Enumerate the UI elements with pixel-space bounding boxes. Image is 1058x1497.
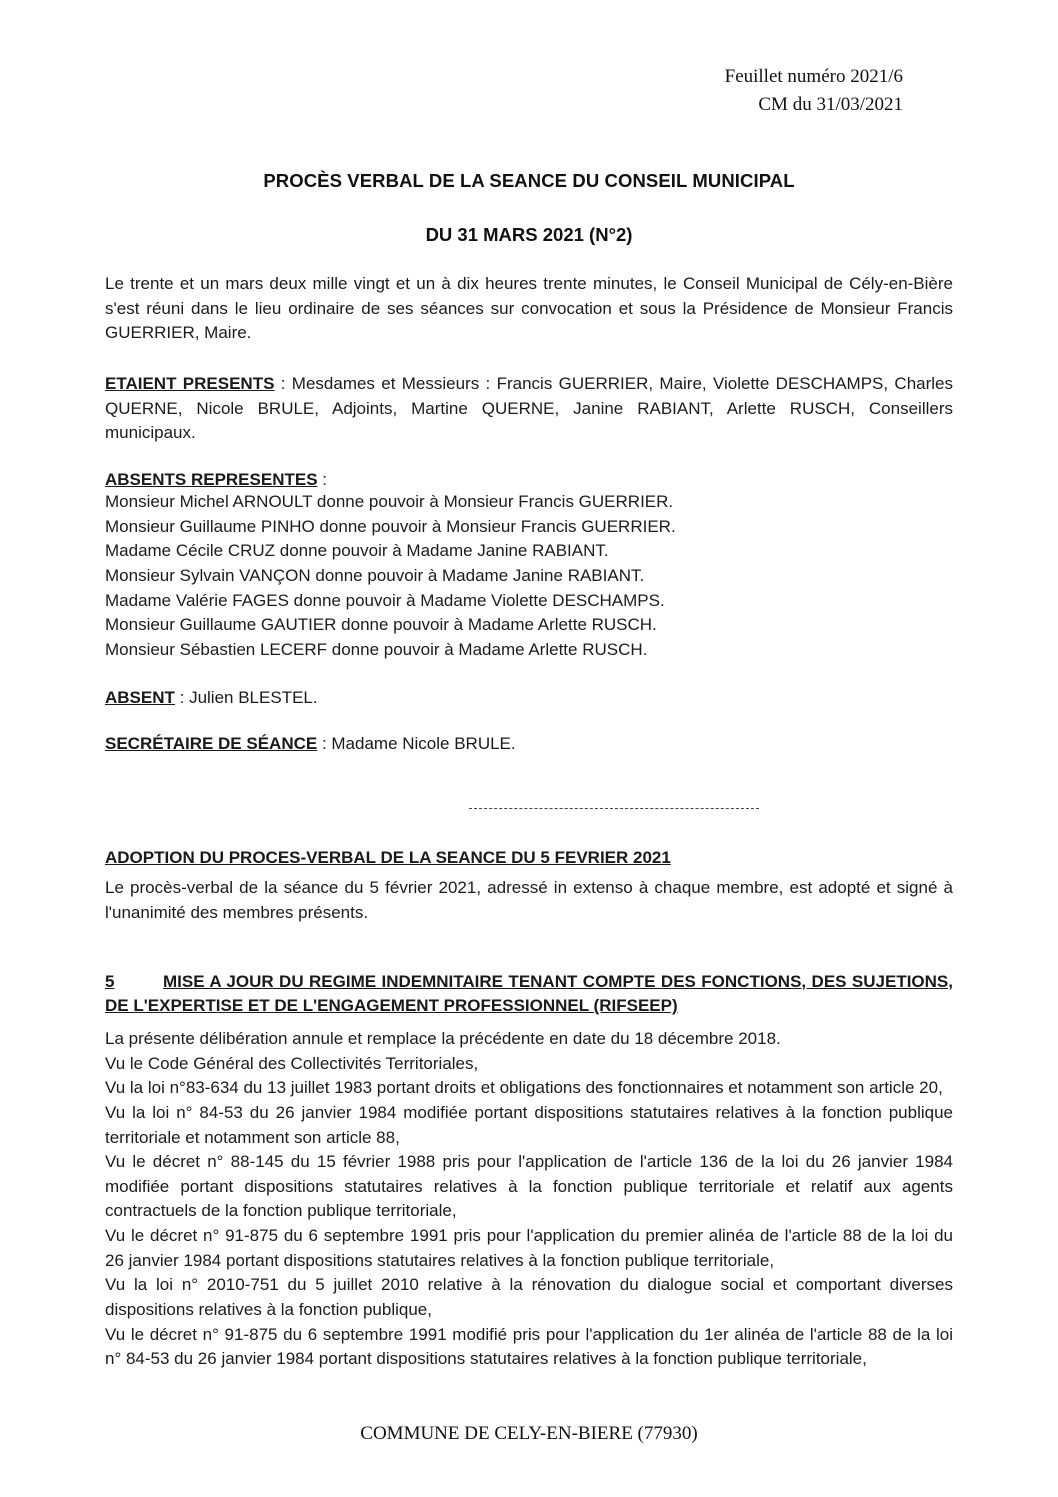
represented-list — [105, 490, 953, 662]
intro-paragraph: Le trente et un mars deux mille vingt et un à dix heures trente minutes, le Conseil Municipal de Cély-en-Bière s'est réuni dans le lieu ordinaire de ses séances sur convocation et sous la Présidence de Monsieur Francis GUERRIER, Maire. — [105, 274, 953, 343]
present-section — [105, 372, 953, 446]
list-item: Monsieur Guillaume GAUTIER donne pouvoir à Madame Arlette RUSCH. — [105, 615, 657, 635]
article-paragraph: Vu le décret n° 91-875 du 6 septembre 1991 pris pour l'application du premier alinéa de l'article 88 de la loi du 26 janvier 1984 portant dispositions statutaires relatives à la fonction publique territoriale, — [105, 1226, 953, 1270]
article-heading-text: MISE A JOUR DU REGIME INDEMNITAIRE TENANT COMPTE DES FONCTIONS, DES SUJETIONS, DE L'EXPERTISE ET DE L'ENGAGEMENT PROFESSIONNEL (RIFSEEP) — [105, 971, 953, 1016]
article-paragraph: Vu le Code Général des Collectivités Territoriales, — [105, 1053, 479, 1073]
article-paragraph: Vu le décret n° 91-875 du 6 septembre 1991 modifié pris pour l'application du 1er alinéa de l'article 88 de la loi n° 84-53 du 26 janvier 1984 portant dispositions statutaires relatives à la fonction publique territoriale, — [105, 1324, 953, 1369]
secretary-section — [105, 734, 953, 754]
page-subtitle: DU 31 MARS 2021 (N°2) — [425, 224, 633, 246]
represented-label: ABSENTS REPRESENTES — [105, 469, 318, 489]
absent-label: ABSENT — [105, 688, 175, 708]
article-paragraph: Vu le décret n° 88-145 du 15 février 1988 pris pour l'application de l'article 136 de la loi du 26 janvier 1984 modifiée portant dispositions statutaires relatives à la fonction publique territoriale et relatif aux agents contractuels de la fonction publique territoriale, — [105, 1152, 953, 1221]
article-paragraph: Vu la loi n° 2010-751 du 5 juillet 2010 relative à la rénovation du dialogue social et comportant diverses dispositions relatives à la fonction publique, — [105, 1275, 953, 1320]
article-body — [105, 1027, 953, 1372]
present-label: ETAIENT PRESENTS — [105, 374, 275, 394]
list-item: Monsieur Michel ARNOULT donne pouvoir à Monsieur Francis GUERRIER. — [105, 491, 674, 511]
absent-text: : Julien BLESTEL. — [174, 688, 318, 708]
article-paragraph: La présente délibération annule et remplace la précédente en date du 18 décembre 2018. — [105, 1028, 781, 1048]
list-item: Madame Cécile CRUZ donne pouvoir à Madame Janine RABIANT. — [105, 541, 609, 561]
represented-suffix: : — [317, 469, 327, 489]
divider-line — [469, 798, 759, 809]
present-text: : Mesdames et Messieurs : Francis GUERRIER, Maire, Violette DESCHAMPS, Charles QUERNE, Nicole BRULE, Adjoints, Martine QUERNE, Janine RABIANT, Arlette RUSCH, Conseillers municipaux. — [105, 374, 953, 443]
article-number: 5 — [105, 971, 115, 991]
header-session-date: CM du 31/03/2021 — [758, 93, 903, 115]
list-item: Monsieur Sébastien LECERF donne pouvoir à Madame Arlette RUSCH. — [105, 639, 648, 659]
list-item: Monsieur Sylvain VANÇON donne pouvoir à Madame Janine RABIANT. — [105, 565, 645, 585]
header-feuillet: Feuillet numéro 2021/6 — [724, 66, 903, 87]
secretary-text: : Madame Nicole BRULE. — [317, 734, 516, 754]
list-item: Madame Valérie FAGES donne pouvoir à Madame Violette DESCHAMPS. — [105, 590, 665, 610]
page-title: PROCÈS VERBAL DE LA SEANCE DU CONSEIL MUNICIPAL — [263, 170, 795, 192]
article-paragraph: Vu la loi n°83-634 du 13 juillet 1983 portant droits et obligations des fonctionnaires et notamment son article 20, — [105, 1078, 943, 1098]
section-divider — [105, 794, 953, 814]
page-header — [105, 63, 903, 118]
page-footer: COMMUNE DE CELY-EN-BIERE (77930) — [360, 1423, 698, 1444]
secretary-label: SECRÉTAIRE DE SÉANCE — [105, 734, 318, 754]
adoption-heading: ADOPTION DU PROCES-VERBAL DE LA SEANCE DU 5 FEVRIER 2021 — [105, 848, 671, 868]
represented-heading — [105, 470, 953, 490]
article-heading — [105, 970, 953, 1019]
list-item: Monsieur Guillaume PINHO donne pouvoir à Monsieur Francis GUERRIER. — [105, 516, 676, 536]
adoption-paragraph: Le procès-verbal de la séance du 5 février 2021, adressé in extenso à chaque membre, est adopté et signé à l'unanimité des membres présents. — [105, 878, 953, 923]
article-paragraph: Vu la loi n° 84-53 du 26 janvier 1984 modifiée portant dispositions statutaires relatives à la fonction publique territoriale et notamment son article 88, — [105, 1102, 953, 1147]
absent-section — [105, 688, 953, 708]
